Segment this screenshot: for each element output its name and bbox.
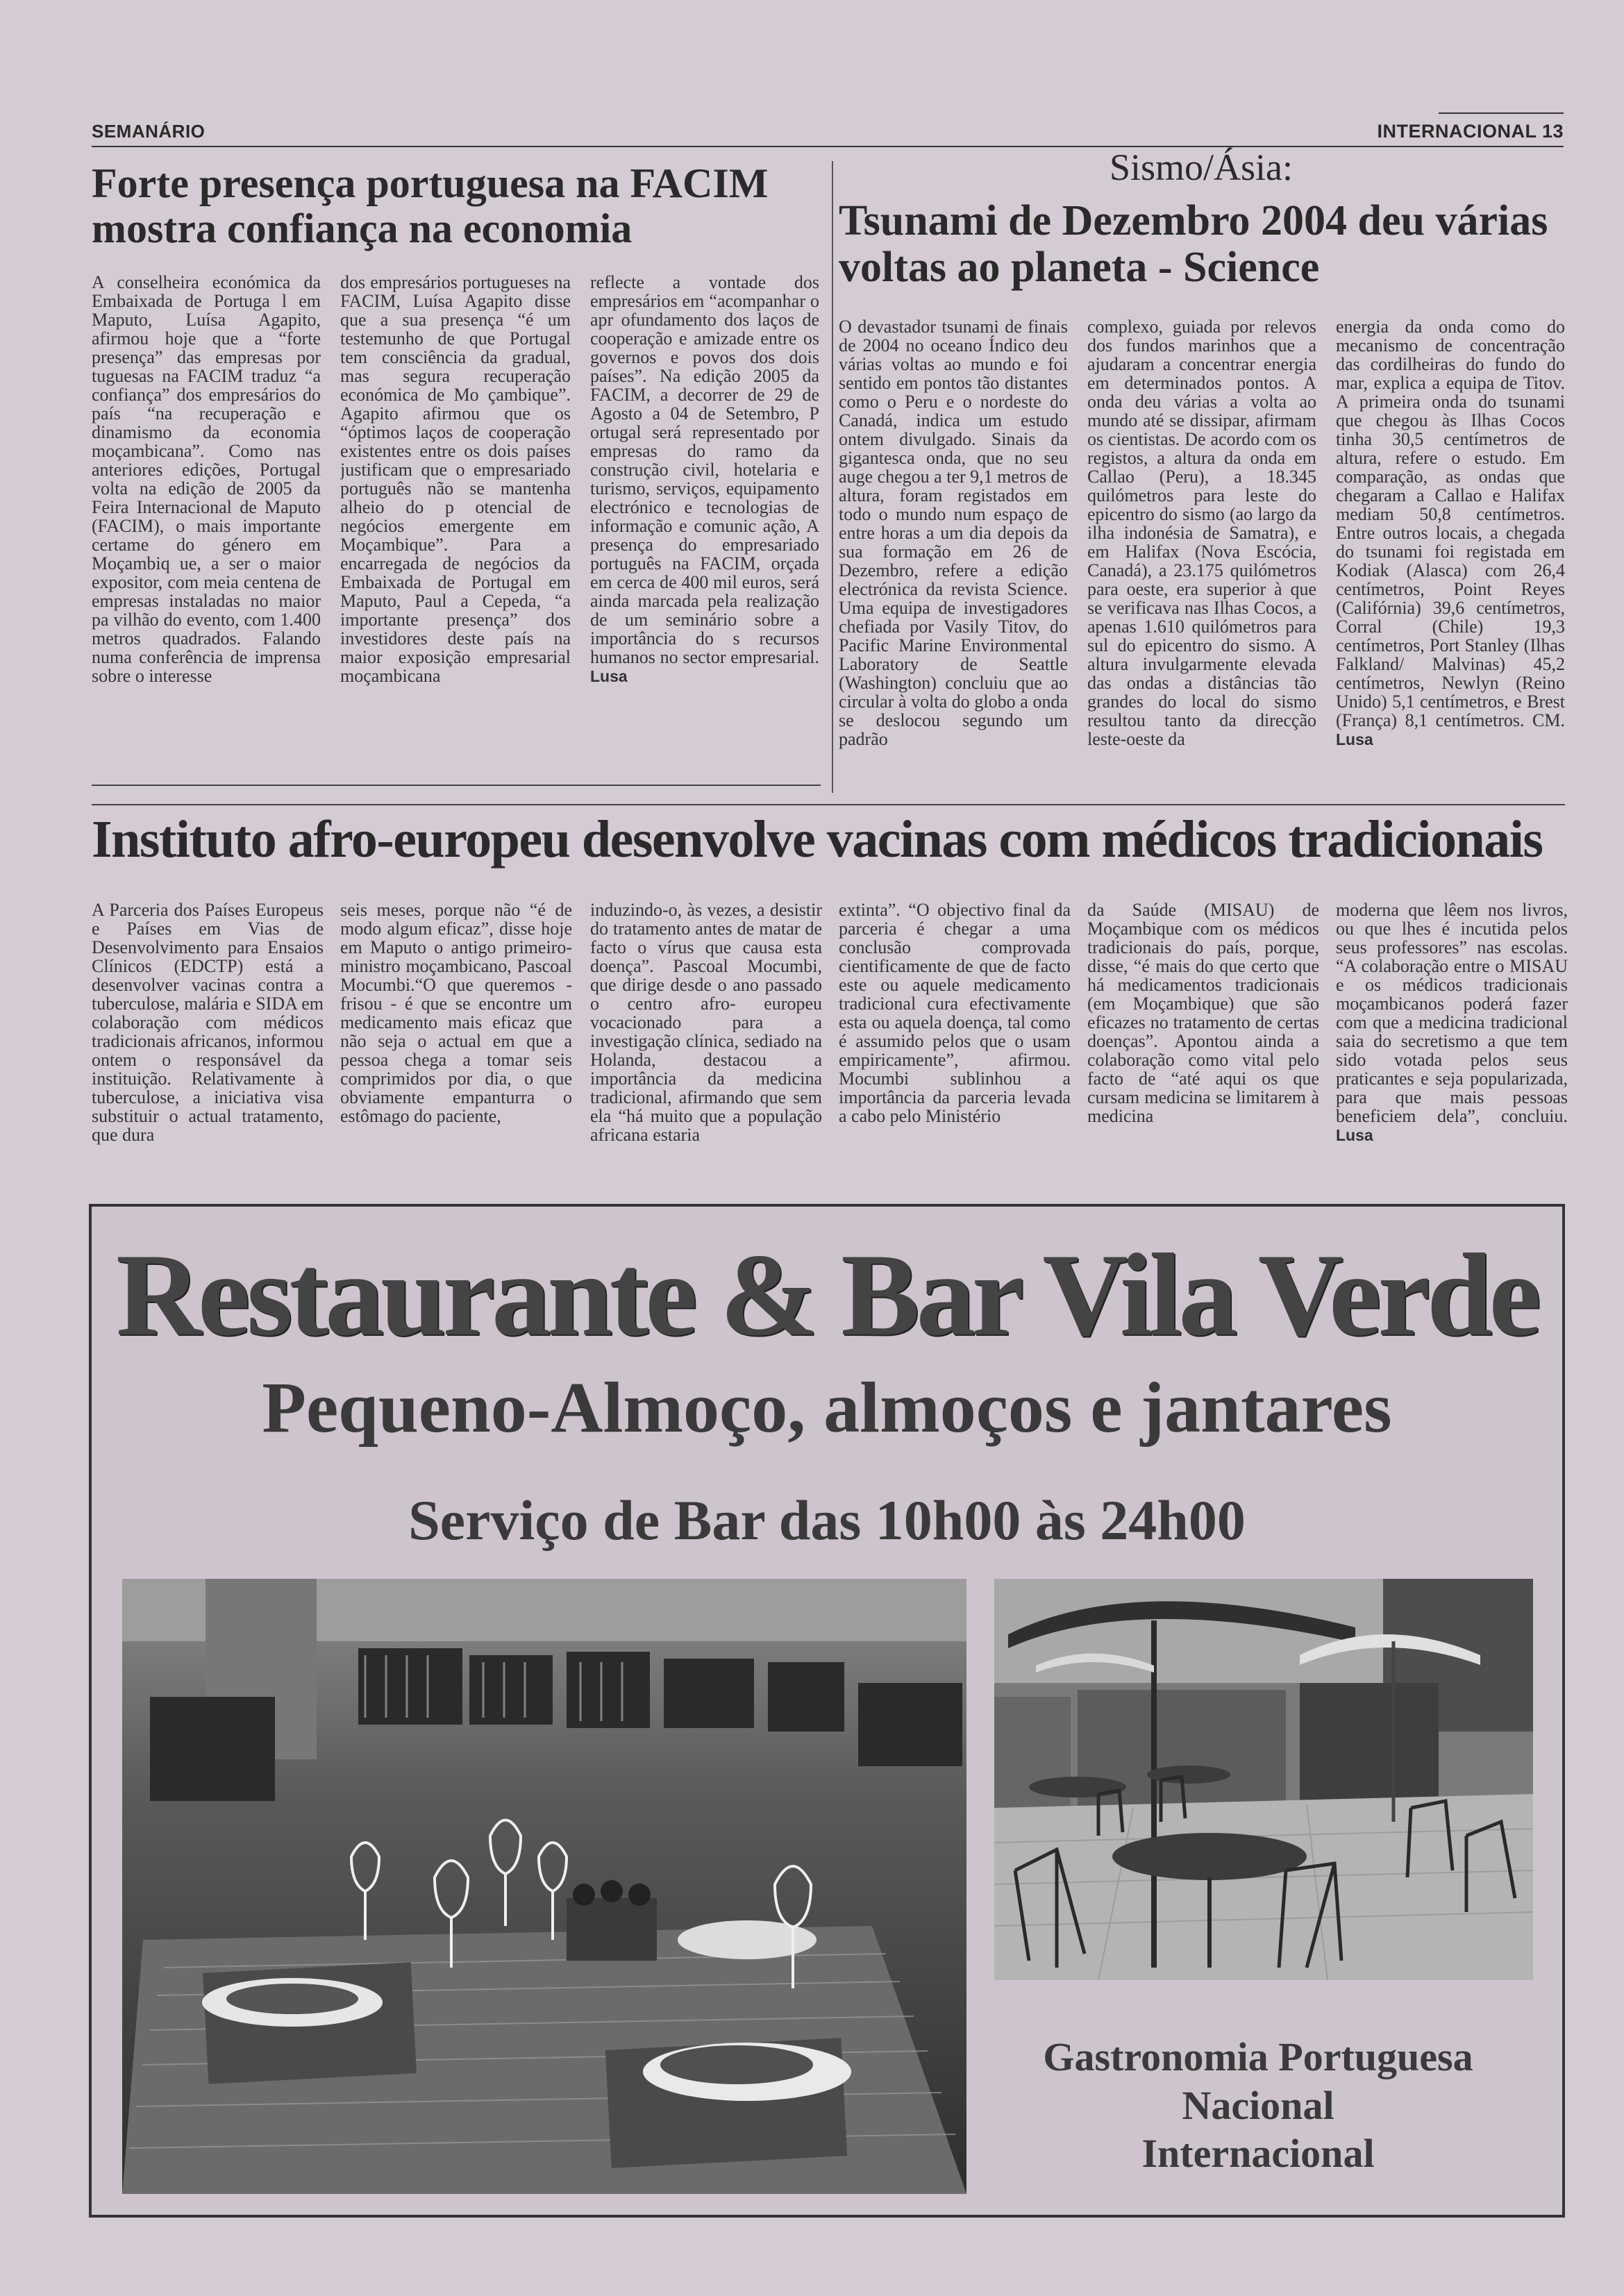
- dining-room-photo: [122, 1579, 966, 2194]
- page-header: [92, 118, 1564, 146]
- article2-col1: O devastador tsunami de finais de 2004 no oceano Índico deu várias voltas ao mundo e foi sentido em pontos tão distantes como o Peru e o nordeste do Canadá, indica um estudo ontem divulgado. Sinais da gigantesca onda, que no seu auge chegou a ter 9,1 metros de altura, foram registados em todo o mundo num espaço de entre horas a um dia depois da sua formação em 26 de Dezembro, refere a edição electrónica da revista Science. Uma equipa de investigadores chefiada por Vasily Titov, do Pacific Marine Environmental Laboratory de Seattle (Washington) concluiu que ao circular à volta do globo a onda se deslocou segundo um padrão: [839, 317, 1068, 749]
- article1-title-line2: mostra confiança na economia: [92, 205, 633, 251]
- ad-title: Restaurante & Bar Vila Verde: [116, 1230, 1538, 1360]
- article1-col1: A conselheira económica da Embaixada de Portuga l em Maputo, Luísa Agapito, afirmou hoje que a “forte presença” das empresas por tuguesas na FACIM traduz “a confiança” dos empresários do país “na recuperação e dinamismo da economia moçambicana”. Como nas anteriores edições, Portugal volta na edição de 2005 da Feira Internacional de Maputo (FACIM), o mais importante certame do género em Moçambiq ue, a ser o maior expositor, com meia centena de empresas instaladas no maior pa vilhão do evento, com 1.400 metros quadrados. Falando numa conferência de imprensa sobre o interesse: [92, 273, 321, 686]
- article3-col1: A Parceria dos Países Europeus e Países em Vias de Desenvolvimento para Ensaios Clínicos (EDCTP) está a desenvolver vacinas contra a tuberculose, malária e SIDA em colaboração com médicos tradicionais africanos, informou ontem o responsável da instituição. Relativamente à tuberculose, a iniciativa visa substituir o actual tratamento, que dura: [92, 900, 324, 1145]
- gastro-line-2: Nacional: [1182, 2082, 1334, 2128]
- dining-room-image: [122, 1579, 966, 2194]
- gastro-line-1: Gastronomia Portuguesa: [1043, 2034, 1473, 2079]
- article2-headline: [839, 198, 1568, 291]
- page-section-number: INTERNACIONAL 13: [1377, 121, 1564, 142]
- article2-signature: Lusa: [1336, 730, 1373, 748]
- gastro-line-3: Internacional: [1141, 2131, 1375, 2177]
- article3-col3: induzindo-o, às vezes, a desistir do tratamento antes de matar de facto o vírus que causa esta doença”. Pascoal Mocumbi, que dirige desde o ano passado o centro afro- europeu vocacionado para a investigação clínica, sediado na Holanda, destacou a importância da medicina tradicional, afirmando que sem ela “há muito que a população africana estaria: [590, 900, 822, 1145]
- article1-signature: Lusa: [590, 667, 628, 685]
- ad-subtitle: Pequeno-Almoço, almoços e jantares: [262, 1368, 1392, 1448]
- restaurant-advertisement: [89, 1204, 1565, 2218]
- article2-title-line2: voltas ao planeta - Science: [839, 243, 1320, 291]
- article2-col2: complexo, guiada por relevos dos fundos marinhos que a ajudaram a concentrar energia em determinados pontos. A onda deu várias a volta ao mundo até se dissipar, afirmam os cientistas. De acordo com os registos, a altura da onda em Callao (Peru), a 18.345 quilómetros para leste do epicentro do sismo (ao largo da ilha indonésia de Samatra), e em Halifax (Nova Escócia, Canadá), a 23.175 quilómetros para oeste, era superior à que se verificava nas Ilhas Cocos, a apenas 1.610 quilómetros para sul do epicentro do sismo. A altura invulgarmente elevada das ondas a distâncias tão grandes do local do sismo resultou tanto da direcção leste-oeste da: [1087, 317, 1316, 749]
- ad-gastronomy-block: [1043, 2033, 1473, 2178]
- terrace-photo: [994, 1579, 1533, 1980]
- article2-bottom-rule: [92, 804, 1565, 805]
- article3-col6: moderna que lêem nos livros, ou que lhes é incutida pelos seus professores” nas escolas. “A colaboração entre o MISAU e os médicos tradicionais moçambicanos poderá fazer com que a medicina tradicional saia do secretismo a que tem sido votada pelos seus praticantes e seja popularizada, para que mais pessoas beneficiem dela”, concluiu. Lusa: [1336, 900, 1568, 1144]
- article2-kicker: Sismo/Ásia:: [1109, 146, 1294, 188]
- article2-title-line1: Tsunami de Dezembro 2004 deu várias: [839, 197, 1548, 244]
- article3-col2: seis meses, porque não “é de modo algum eficaz”, disse hoje em Maputo o antigo primeiro-ministro moçambicano, Pascoal Mocumbi.“O que queremos - frisou - é que se encontre um medicamento mais eficaz que não seja o actual em que a pessoa chega a tomar seis comprimidos por dia, o que obviamente empanturra o estômago do paciente,: [340, 900, 572, 1126]
- header-top-rule: [1439, 112, 1564, 114]
- article2-col3: energia da onda como do mecanismo de concentração das cordilheiras do fundo do mar, explica a equipa de Titov. A primeira onda do tsunami que chegou às Ilhas Cocos tinha 30,5 centímetros de altura, refere o estudo. Em comparação, as ondas que chegaram a Callao e Halifax mediam 50,8 centímetros. Entre outros locais, a chegada do tsunami foi registada em Kodiak (Alasca) com 26,4 centímetros, Point Reyes (Califórnia) 39,6 centímetros, Corral (Chile) 19,3 centímetros, Port Stanley (Ilhas Falkland/ Malvinas) 45,2 centímetros, Newlyn (Reino Unido) 5,1 centímetros, e Brest (França) 8,1 centímetros. CM. Lusa: [1336, 317, 1565, 748]
- article1-bottom-rule: [92, 785, 821, 786]
- article3-headline: Instituto afro-europeu desenvolve vacinas com médicos tradicionais: [92, 810, 1543, 869]
- article3-signature: Lusa: [1336, 1126, 1373, 1144]
- terrace-image: [994, 1579, 1533, 1980]
- article1-col3: reflecte a vontade dos empresários em “acompanhar o apr ofundamento dos laços de cooperação e amizade entre os governos e povos dos dois países”. Na edição 2005 da FACIM, a decorrer de 29 de Agosto a 04 de Setembro, P ortugal será representado por empresas do ramo da construção civil, hotelaria e turismo, serviços, equipamento electrónico e tecnologias de informação e comunic ação, A presença do empresariado português na FACIM, orçada em cerca de 400 mil euros, será ainda marcada pela realização de um seminário sobre a importância do s recursos humanos no sector empresarial. Lusa: [590, 273, 819, 685]
- ad-service-hours: Serviço de Bar das 10h00 às 24h00: [408, 1489, 1246, 1552]
- article1-col2: dos empresários portugueses na FACIM, Luísa Agapito disse que a sua presença “é um testemunho de que Portugal tem consciência da gradual, mas segura recuperação económica de Mo çambique”. Agapito afirmou que os “óptimos laços de cooperação existentes entre os dois países justificam que o empresariado português não se mantenha alheio do p otencial de negócios emergente em Moçambique”. Para a encarregada de negócios da Embaixada de Portugal em Maputo, Paul a Cepeda, “a importante presença” dos investidores deste país na maior exposição empresarial moçambicana: [340, 273, 571, 686]
- section-label: SEMANÁRIO: [92, 121, 206, 142]
- article1-headline: [92, 161, 828, 251]
- article3-col5: da Saúde (MISAU) de Moçambique com os médicos tradicionais do país, porque, disse, “é mais do que certo que há medicamentos tradicionais (em Moçambique) que são eficazes no tratamento de certas doenças”. Apontou ainda a colaboração como vital pelo facto de “até aqui os que cursam medicina se limitarem à medicina: [1087, 900, 1319, 1126]
- article-divider: [832, 161, 833, 793]
- article3-col4: extinta”. “O objectivo final da parceria é chegar a uma conclusão comprovada cientificamente de que de facto este ou aquele medicamento tradicional cura efectivamente esta ou aquela doença, tal como é assumido pelos que o usam empiricamente”, afirmou. Mocumbi sublinhou a importância da parceria levada a cabo pelo Ministério: [839, 900, 1071, 1126]
- article1-title-line1: Forte presença portuguesa na FACIM: [92, 160, 769, 206]
